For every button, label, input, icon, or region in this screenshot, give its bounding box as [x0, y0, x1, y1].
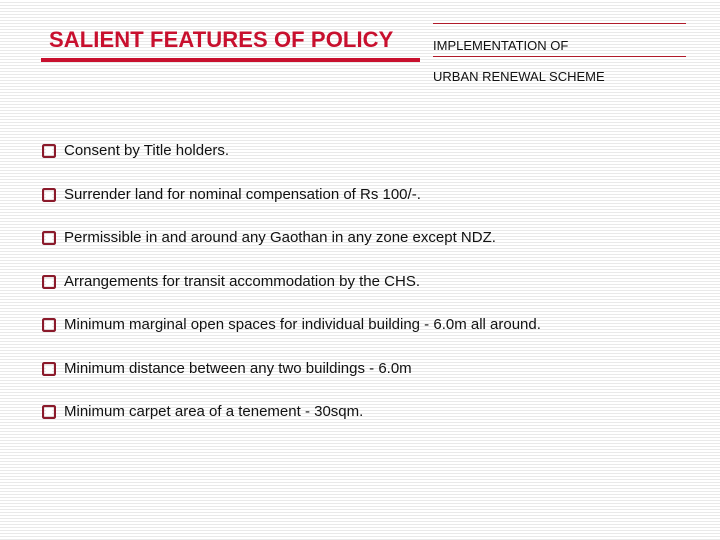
bullet-text: Surrender land for nominal compensation of Rs 100/-.: [64, 185, 421, 203]
subtitle-line-2: URBAN RENEWAL SCHEME: [433, 69, 605, 84]
checkbox-icon: [42, 405, 56, 419]
page-title: SALIENT FEATURES OF POLICY: [49, 27, 394, 52]
bullet-text: Consent by Title holders.: [64, 142, 230, 159]
bullet-item-gaothan: [42, 228, 702, 272]
checkbox-icon: [42, 275, 56, 289]
bullet-item-surrender: [42, 185, 702, 229]
bullet-text: Minimum marginal open spaces for individual building - 6.0m all around.: [64, 316, 541, 333]
checkbox-icon: [42, 362, 56, 376]
bullet-item-open-spaces: [42, 315, 702, 359]
subtitle-top-rule: [433, 23, 686, 24]
bullet-text: Minimum distance between any two buildings - 6.0m: [64, 359, 412, 377]
bullet-item-transit: [42, 272, 702, 316]
bullet-text: Permissible in and around any Gaothan in any zone except NDZ.: [64, 229, 496, 246]
checkbox-icon: [42, 231, 56, 245]
checkbox-icon: [42, 188, 56, 202]
checkbox-icon: [42, 144, 56, 158]
title-underline: [41, 58, 420, 62]
subtitle-middle-rule: [433, 56, 686, 57]
bullet-text: Minimum carpet area of a tenement - 30sqm.: [64, 403, 364, 420]
bullet-item-distance: [42, 359, 702, 403]
checkbox-icon: [42, 318, 56, 332]
bullet-item-consent: [42, 141, 702, 185]
bullet-item-carpet-area: [42, 402, 702, 446]
subtitle-line-1: IMPLEMENTATION OF: [433, 38, 569, 53]
bullet-text: Arrangements for transit accommodation by the CHS.: [64, 272, 420, 290]
bullet-list: [42, 141, 702, 446]
